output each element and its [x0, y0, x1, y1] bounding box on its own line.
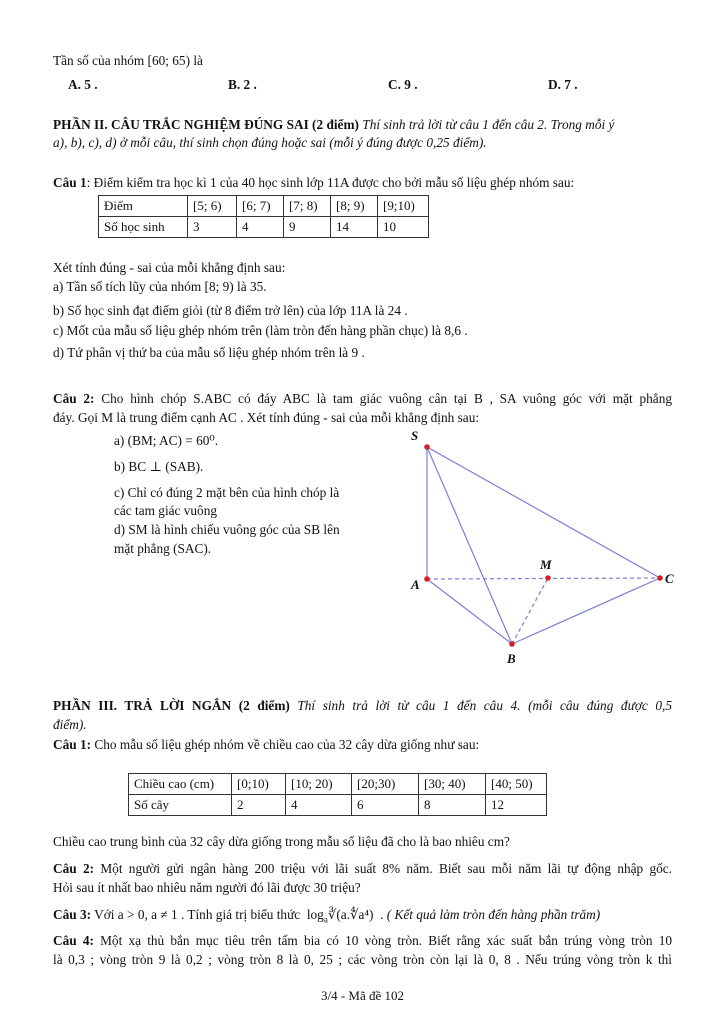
table-cell: 6 [352, 795, 419, 816]
p2-q2-claim-c1: c) Chỉ có đúng 2 mặt bên của hình chóp là [114, 485, 340, 500]
label-c: C [665, 571, 674, 586]
table-cell: [6; 7) [237, 196, 284, 217]
p2-q2-claim-a: a) (BM; AC) = 60⁰. [114, 433, 219, 448]
part3-instruction-1: Thí sinh trả lời từ câu 1 đến câu 4. (mỗi câu đúng được 0,5 [297, 698, 672, 713]
p3-q3: Câu 3: Với a > 0, a ≠ 1 . Tính giá trị biểu thức $\log_a∛(a.∜a^4)$ . ( Kết quả làm tròn đến hàng phần trăm) [53, 907, 601, 925]
edge-ab [427, 579, 512, 644]
p2-q2-claim-d2: mặt phẳng (SAC). [114, 541, 212, 556]
p3-q1-text: Cho mẫu số liệu ghép nhóm về chiều cao của 32 cây dừa giống như sau: [94, 737, 480, 752]
log-base: a [323, 914, 328, 925]
part2-instruction-1: Thí sinh trả lời từ câu 1 đến câu 2. Trong mỗi ý [362, 117, 615, 132]
table-cell: [8; 9) [331, 196, 378, 217]
p3-q3-label: Câu 3: [53, 907, 92, 922]
label-b: B [507, 651, 516, 666]
p2-q2-claim-d1: d) SM là hình chiếu vuông góc của SB lên [114, 522, 340, 537]
table-cell: Số học sinh [99, 217, 188, 238]
table-row [129, 795, 547, 816]
part2-header [53, 116, 672, 134]
table-row [99, 217, 429, 238]
table-cell: [10; 20) [286, 774, 352, 795]
table-cell: [40; 50) [486, 774, 547, 795]
p3-q2-label: Câu 2: [53, 861, 95, 876]
table-cell: 4 [286, 795, 352, 816]
table-cell: [20;30) [352, 774, 419, 795]
group-frequency-question: Tần số của nhóm [60; 65) là [53, 53, 203, 68]
segment-bm-hidden [512, 578, 548, 644]
p2-q2-text: Cho hình chóp S.ABC có đáy ABC là tam giác vuông cân tại B , SA vuông góc với mặt phẳng [101, 391, 672, 406]
point-a [424, 576, 430, 582]
p2-q2-claim-b: b) BC ⊥ (SAB). [114, 459, 204, 474]
p2-q2-claim-c2: các tam giác vuông [114, 503, 218, 518]
edge-ac-hidden [427, 578, 660, 579]
p2-q1-text: : Điểm kiểm tra học kì 1 của 40 học sinh lớp 11A được cho bởi mẫu số liệu ghép nhóm sau: [86, 175, 575, 190]
root-expression: ∛(a.∜a⁴) [327, 907, 374, 922]
p2-q1-item-c: c) Mốt của mẫu số liệu ghép nhóm trên (làm tròn đến hàng phần chục) là 8,6 . [53, 323, 468, 338]
p3-q3-expr [306, 907, 374, 925]
p3-q1-label: Câu 1: [53, 737, 92, 752]
p3-q2-text: Một người gửi ngân hàng 200 triệu với lãi suất 8% năm. Biết sau mỗi năm lãi tự động nhập gốc. [100, 861, 672, 876]
p2-q1-item-b: b) Số học sinh đạt điểm giỏi (từ 8 điểm trở lên) của lớp 11A là 24 . [53, 303, 408, 318]
p3-q1-stem [53, 736, 479, 754]
option-d: D. 7 . [548, 77, 578, 92]
p3-q2-line1 [53, 860, 672, 878]
table-cell: [7; 8) [284, 196, 331, 217]
point-s [424, 444, 430, 450]
p3-q4-label: Câu 4: [53, 933, 94, 948]
table-row [99, 196, 429, 217]
p2-q2-line1 [53, 390, 672, 408]
pyramid-figure [395, 425, 685, 670]
option-c: C. 9 . [388, 77, 418, 92]
point-m [545, 575, 551, 581]
point-c [657, 575, 663, 581]
table-cell: [5; 6) [188, 196, 237, 217]
part2-heading: PHẦN II. CÂU TRẮC NGHIỆM ĐÚNG SAI (2 điểm) [53, 117, 359, 132]
option-a: A. 5 . [68, 77, 98, 92]
table-cell: 8 [419, 795, 486, 816]
table-cell: 14 [331, 217, 378, 238]
table-cell: 3 [188, 217, 237, 238]
label-a: A [411, 577, 420, 592]
p3-q3-note: ( Kết quả làm tròn đến hàng phần trăm) [386, 907, 601, 922]
table-cell: [0;10) [232, 774, 286, 795]
table-cell: [9;10) [378, 196, 429, 217]
table-cell: 9 [284, 217, 331, 238]
p3-q4-line2: là 0,3 ; vòng tròn 9 là 0,2 ; vòng tròn 8 là 0, 25 ; các vòng tròn còn lại là 0, 8 . Nếu trúng vòng tròn k thì [53, 952, 672, 967]
page-footer: 3/4 - Mã đề 102 [320, 988, 405, 1003]
table-cell: 12 [486, 795, 547, 816]
log-text: log [306, 907, 324, 922]
p3-q4-line1 [53, 932, 672, 950]
point-b [509, 641, 515, 647]
table-cell: Số cây [129, 795, 232, 816]
table-cell: 2 [232, 795, 286, 816]
table-cell: 4 [237, 217, 284, 238]
part3-heading: PHẦN III. TRẢ LỜI NGẮN (2 điểm) [53, 698, 290, 713]
label-m: M [540, 557, 552, 572]
p3-q1-question: Chiều cao trung bình của 32 cây dừa giống trong mẫu số liệu đã cho là bao nhiêu cm? [53, 834, 510, 849]
table-cell: [30; 40) [419, 774, 486, 795]
table-cell: 10 [378, 217, 429, 238]
p2-q1-label: Câu 1 [53, 175, 87, 190]
edge-bc [512, 578, 660, 644]
part3-instruction-2: điểm). [53, 717, 87, 732]
table-cell: Chiều cao (cm) [129, 774, 232, 795]
option-b: B. 2 . [228, 77, 257, 92]
p3-q3-text: Với a > 0, a ≠ 1 . Tính giá trị biểu thức [94, 907, 301, 922]
height-table [128, 773, 547, 816]
p3-q2-line2: Hỏi sau ít nhất bao nhiêu năm người đó lãi được 30 triệu? [53, 880, 361, 895]
p2-q2-label: Câu 2: [53, 391, 95, 406]
part2-instruction-2: a), b), c), d) ở mỗi câu, thí sinh chọn đúng hoặc sai (mỗi ý đúng được 0,25 điểm). [53, 135, 487, 150]
p2-q2-line2: đáy. Gọi M là trung điểm cạnh AC . Xét tính đúng - sai của mỗi khẳng định sau: [53, 410, 480, 425]
table-row [129, 774, 547, 795]
p2-q1-item-d: d) Tứ phân vị thứ ba của mẫu số liệu ghép nhóm trên là 9 . [53, 345, 365, 360]
label-s: S [411, 428, 419, 443]
part3-header [53, 697, 672, 715]
edge-sb [427, 447, 512, 644]
p2-q1-stem [53, 174, 574, 192]
score-table [98, 195, 429, 238]
table-cell: Điểm [99, 196, 188, 217]
p2-q1-prompt: Xét tính đúng - sai của mỗi khẳng định sau: [53, 260, 286, 275]
p3-q4-text: Một xạ thủ bắn mục tiêu trên tấm bia có 10 vòng tròn. Biết rằng xác suất bắn trúng vòng tròn 10 [100, 933, 673, 948]
p2-q1-item-a: a) Tần số tích lũy của nhóm [8; 9) là 35. [53, 279, 267, 294]
